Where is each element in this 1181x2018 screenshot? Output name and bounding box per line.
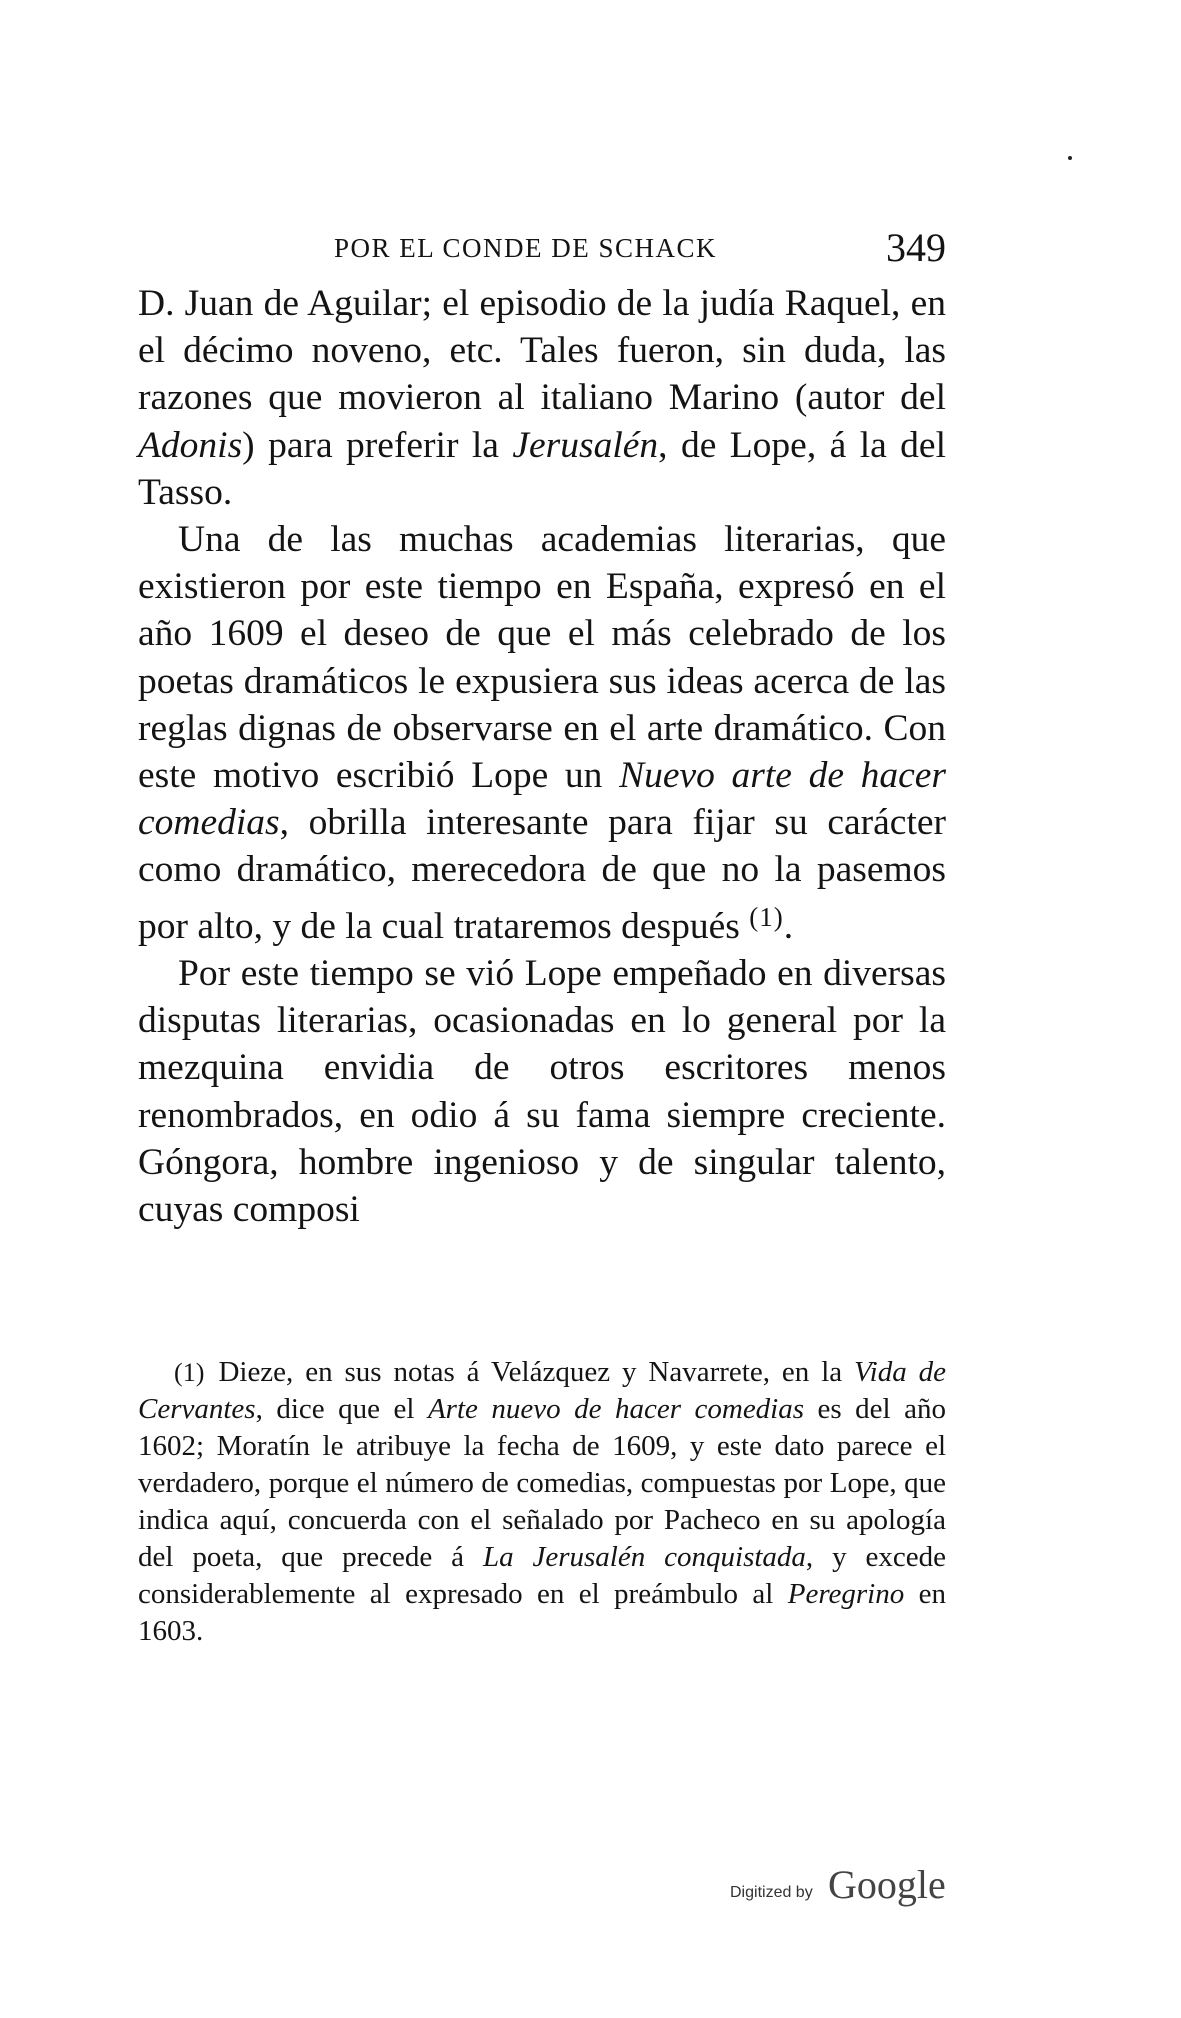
title-vida-de-cervantes: Vida de Cervantes: [138, 1356, 946, 1425]
title-adonis: Adonis: [138, 424, 243, 466]
paragraph-2: [138, 516, 946, 950]
footnote-number: (1): [174, 1358, 205, 1387]
page-number: 349: [886, 225, 946, 270]
running-title: POR EL CONDE DE SCHACK: [334, 233, 718, 263]
title-arte-nuevo: Arte nuevo de hacer comedias: [427, 1393, 805, 1425]
footnote-text-b: , dice que el: [255, 1393, 428, 1425]
paragraph-1: [138, 280, 946, 516]
title-jerusalen-conquistada: La Jerusalén conquistada: [482, 1541, 806, 1573]
paragraph-1-text-b: ) para preferir la: [242, 424, 513, 466]
paragraph-3: [138, 950, 946, 1233]
paragraph-2-text-c: .: [783, 905, 794, 947]
running-header: [138, 224, 946, 272]
footnote-1: [138, 1354, 946, 1650]
footnote-text-c: es del año 1602; Moratín le atribuye la fecha de 1609, y este dato parece el verdadero, porque el número de comedias, compuestas por Lope, que indica aquí, concuerda con el señalado por Pacheco en su apología del poeta, que precede á: [138, 1393, 946, 1573]
title-jerusalen: Jerusalén: [512, 424, 659, 466]
paragraph-2-text-b: , obrilla interesante para fijar su carácter como dramático, merecedora de que no la pasemos por alto, y de la cual trataremos después: [138, 802, 946, 947]
footnote-reference[interactable]: (1): [749, 901, 784, 932]
google-logo: Google: [828, 1862, 946, 1907]
paragraph-1-text-c: , de Lope, á la del Tasso.: [138, 424, 946, 513]
paragraph-1-text-a: D. Juan de Aguilar; el episodio de la judía Raquel, en el décimo noveno, etc. Tales fueron, sin duda, las razones que movieron al italiano Marino (autor del: [138, 283, 946, 419]
scan-speck: [1068, 156, 1072, 160]
paragraph-3-text: Por este tiempo se vió Lope empeñado en diversas disputas literarias, ocasionadas en lo general por la mezquina envidia de otros escritores menos renombrados, en odio á su fama siempre creciente. Góngora, hombre ingenioso y de singular talento, cuyas composi: [138, 952, 946, 1230]
digitized-label: Digitized by: [730, 1884, 813, 1901]
footnote-text-e: en 1603.: [138, 1578, 946, 1647]
digitized-watermark: [730, 1860, 990, 1920]
footnote-text-d: , y excede considerablemente al expresado en el preámbulo al: [138, 1541, 946, 1610]
title-peregrino: Peregrino: [787, 1578, 905, 1610]
paragraph-2-text-a: Una de las muchas academias literarias, que existieron por este tiempo en España, expresó en el año 1609 el deseo de que el más celebrado de los poetas dramáticos le expusiera sus ideas acerca de las reglas dignas de observarse en el arte dramático. Con este motivo escribió Lope un: [138, 519, 946, 797]
title-nuevo-arte: Nuevo arte de hacer comedias: [138, 755, 946, 844]
footnotes: [138, 1354, 946, 1650]
footnote-text-a: Dieze, en sus notas á Velázquez y Navarrete, en la: [218, 1356, 855, 1388]
body-text: [138, 280, 946, 1233]
